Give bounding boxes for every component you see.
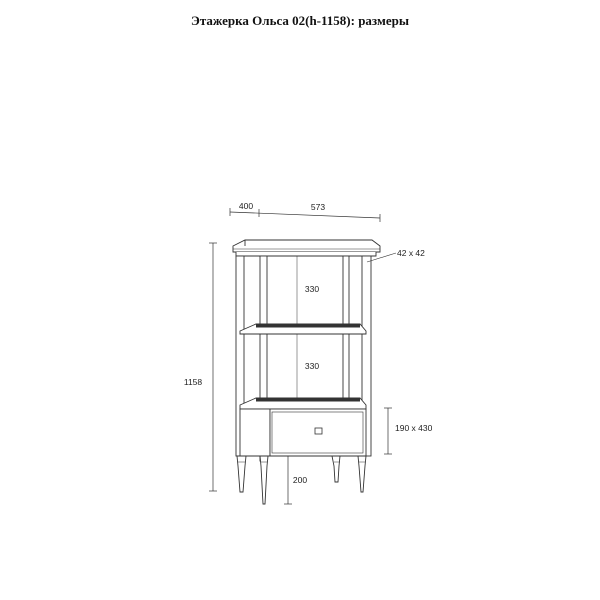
width-label: 573 [310, 202, 326, 212]
drawer-front [270, 409, 366, 456]
post-section-label: 42 x 42 [397, 248, 425, 258]
leg-back-left [260, 456, 268, 504]
page-title: Этажерка Ольса 02(h-1158): размеры [191, 13, 409, 28]
shelf-gap-upper-label: 330 [304, 284, 320, 294]
shelf-gap-lower-label: 330 [304, 361, 320, 371]
leg-back-right [332, 456, 340, 482]
leg-front-left [237, 456, 246, 492]
height-label: 1158 [183, 377, 203, 387]
depth-label: 400 [238, 201, 254, 211]
side-panel [240, 409, 270, 456]
top-cornice [233, 240, 380, 252]
leg-front-right [358, 456, 366, 492]
leg-height-label: 200 [292, 475, 308, 485]
drawer-size-label: 190 x 430 [395, 423, 433, 433]
